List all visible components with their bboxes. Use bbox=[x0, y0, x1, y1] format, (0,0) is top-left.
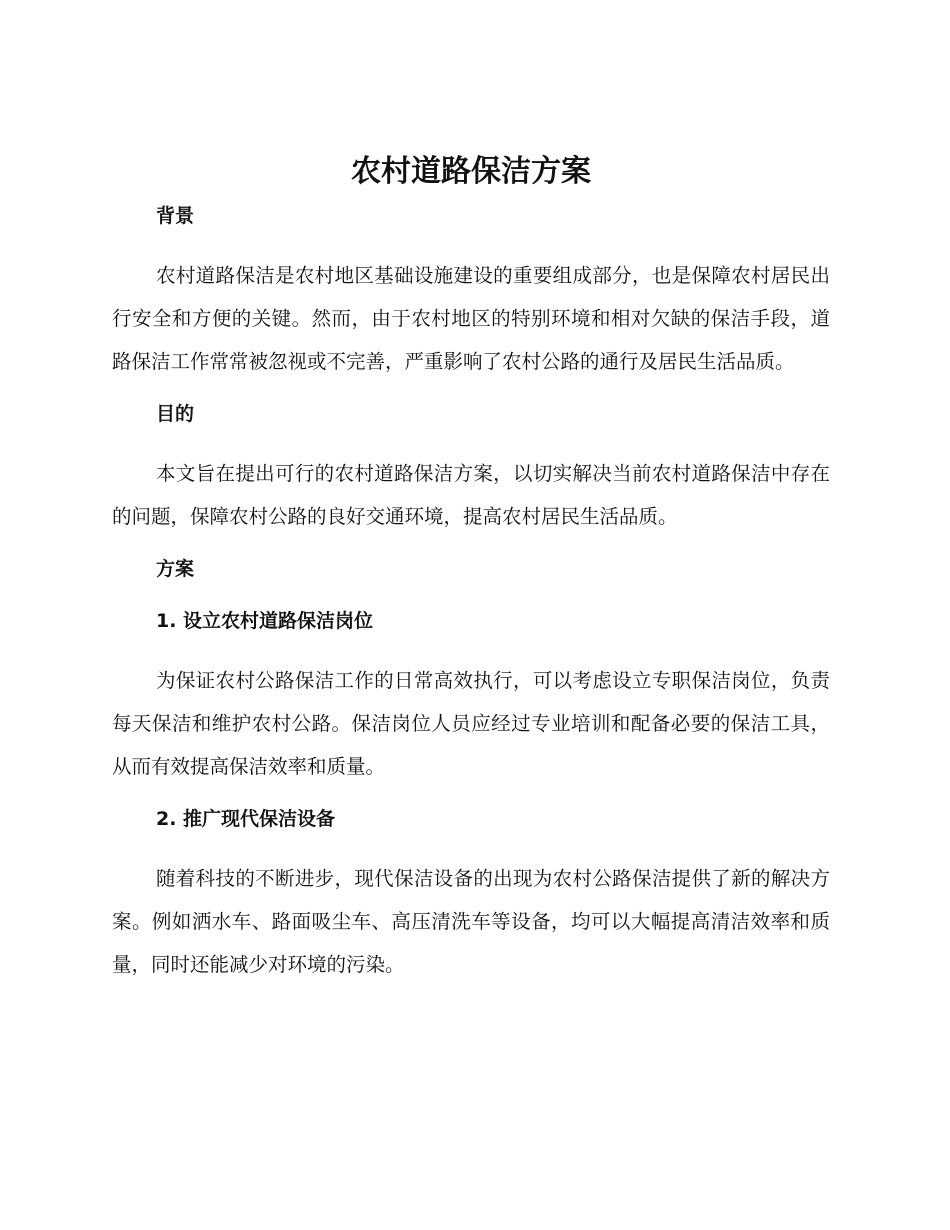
spacer bbox=[112, 538, 830, 555]
spacer bbox=[112, 428, 830, 452]
section-heading-purpose: 目的 bbox=[156, 403, 195, 425]
spacer bbox=[112, 583, 830, 607]
document-title: 农村道路保洁方案 bbox=[351, 154, 591, 189]
section-paragraph-purpose: 本文旨在提出可行的农村道路保洁方案，以切实解决当前农村道路保洁中存在的问题，保障农村公路的良好交通环境，提高农村居民生活品质。 bbox=[112, 462, 830, 528]
section-paragraph-plan-item-2: 随着科技的不断进步，现代保洁设备的出现为农村公路保洁提供了新的解决方案。例如洒水车、路面吸尘车、高压清洗车等设备，均可以大幅提高清洁效率和质量，同时还能减少对环境的污染。 bbox=[112, 867, 830, 976]
section-paragraph-background: 农村道路保洁是农村地区基础设施建设的重要组成部分，也是保障农村居民出行安全和方便的关键。然而，由于农村地区的特别环境和相对欠缺的保洁手段，道路保洁工作常常被忽视或不完善，严重影响了农村公路的通行及居民生活品质。 bbox=[112, 264, 830, 373]
spacer bbox=[112, 788, 830, 805]
section-paragraph-plan-item-1: 为保证农村公路保洁工作的日常高效执行，可以考虑设立专职保洁岗位，负责每天保洁和维护农村公路。保洁岗位人员应经过专业培训和配备必要的保洁工具，从而有效提高保洁效率和质量。 bbox=[112, 669, 830, 778]
section-heading-plan-item-1: 1. 设立农村道路保洁岗位 bbox=[156, 610, 374, 632]
spacer bbox=[112, 833, 830, 857]
section-heading-background: 背景 bbox=[156, 205, 195, 227]
section-heading-plan-item-2: 2. 推广现代保洁设备 bbox=[156, 808, 336, 830]
spacer bbox=[112, 635, 830, 659]
spacer bbox=[112, 383, 830, 400]
section-heading-plan: 方案 bbox=[156, 558, 195, 580]
spacer bbox=[112, 230, 830, 254]
document-page bbox=[112, 148, 830, 986]
